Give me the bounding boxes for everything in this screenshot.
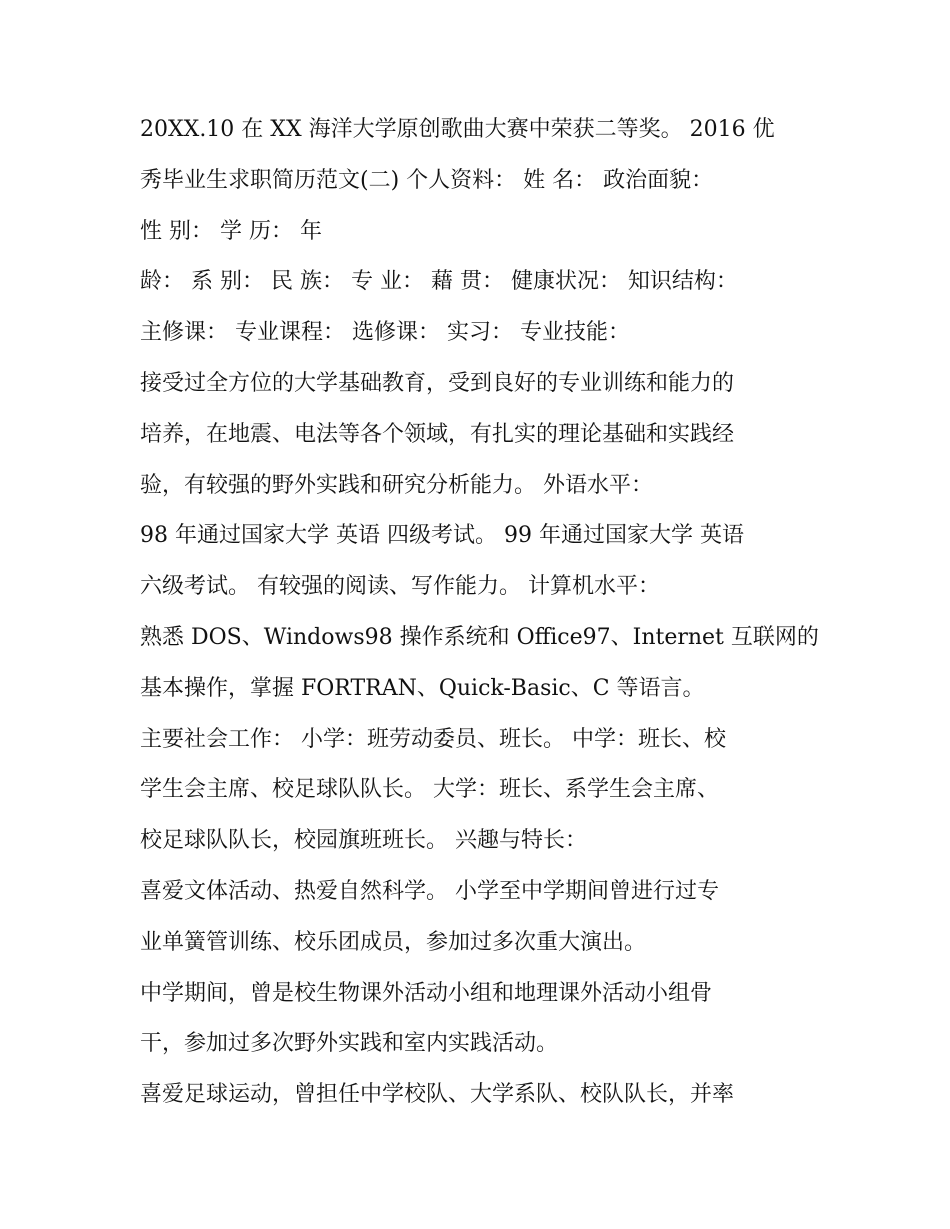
text-line: 接受过全方位的大学基础教育，受到良好的专业训练和能力的 <box>140 370 735 396</box>
text-line: 干，参加过多次野外实践和室内实践活动。 <box>140 1031 559 1057</box>
text-line: 性 别： 学 历： 年 <box>140 218 322 244</box>
text-line: 六级考试。 有较强的阅读、写作能力。 计算机水平： <box>140 574 660 600</box>
document-body <box>140 105 820 1121</box>
text-line: 龄： 系 别： 民 族： 专 业： 藉 贯： 健康状况： 知识结构： <box>140 269 738 295</box>
text-line: 学生会主席、校足球队队长。 大学：班长、系学生会主席、 <box>140 777 719 803</box>
text-line: 20XX.10 在 XX 海洋大学原创歌曲大赛中荣获二等奖。 2016 优 <box>140 117 775 142</box>
text-line: 秀毕业生求职简历范文(二) 个人资料： 姓 名： 政治面貌： <box>140 167 714 193</box>
text-line: 熟悉 DOS、Windows98 操作系统和 Office97、Internet 互联网的 <box>140 624 819 650</box>
text-line: 主修课： 专业课程： 选修课： 实习： 专业技能： <box>140 320 630 346</box>
text-line: 喜爱足球运动，曾担任中学校队、大学系队、校队队长，并率 <box>140 1082 735 1108</box>
text-line: 业单簧管训练、校乐团成员，参加过多次重大演出。 <box>140 929 647 955</box>
text-line: 验，有较强的野外实践和研究分析能力。 外语水平： <box>140 472 653 498</box>
text-line: 校足球队队长，校园旗班班长。 兴趣与特长： <box>140 828 587 854</box>
text-line: 培养，在地震、电法等各个领域，有扎实的理论基础和实践经 <box>140 421 735 447</box>
text-line: 98 年通过国家大学 英语 四级考试。 99 年通过国家大学 英语 <box>140 523 744 549</box>
text-line: 基本操作，掌握 FORTRAN、Quick-Basic、C 等语言。 <box>140 675 705 701</box>
text-line: 主要社会工作： 小学：班劳动委员、班长。 中学：班长、校 <box>140 726 726 752</box>
text-line: 中学期间，曾是校生物课外活动小组和地理课外活动小组骨 <box>140 980 713 1006</box>
text-line: 喜爱文体活动、热爱自然科学。 小学至中学期间曾进行过专 <box>140 878 719 904</box>
